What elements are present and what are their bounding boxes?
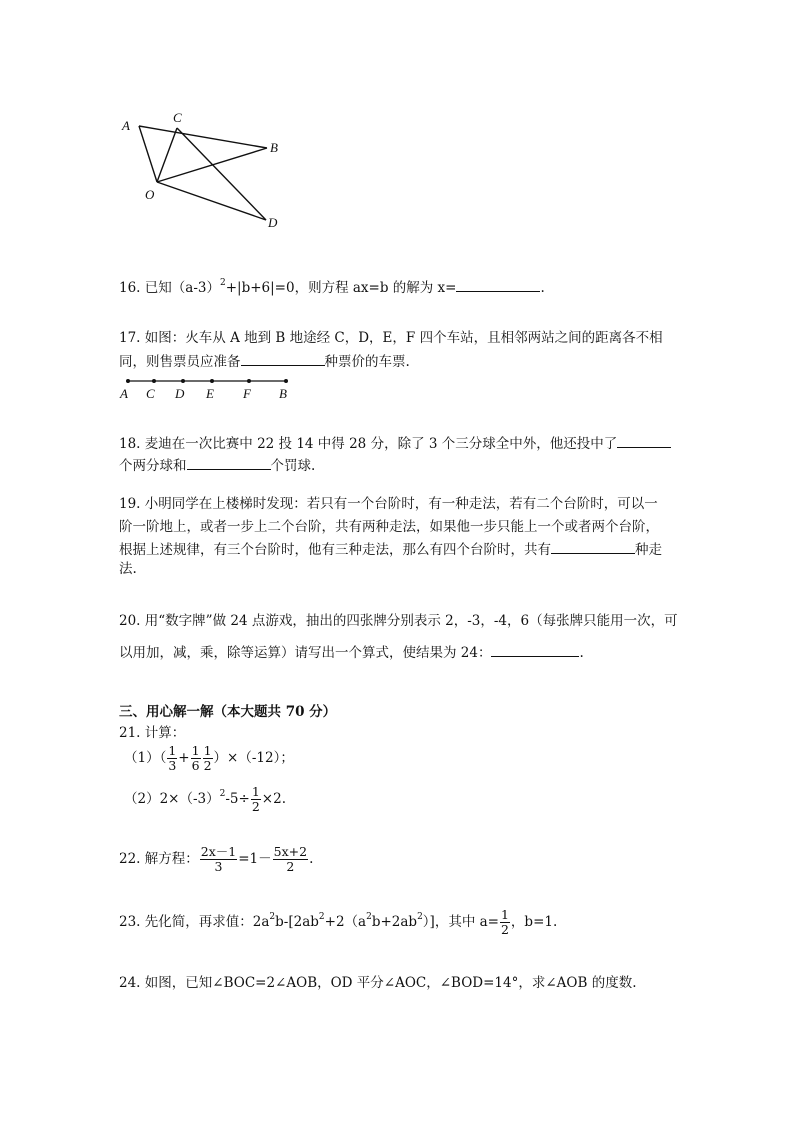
segment-OC (157, 128, 177, 182)
question-number: 22. (119, 851, 141, 867)
segment-AB (139, 126, 267, 148)
label-C: C (173, 110, 182, 125)
fraction: $\frac{1}{2}$ (500, 907, 509, 937)
question-19: 19. 小明同学在上楼梯时发现：若只有一个台阶时，有一种走法，若有二个台阶时，可以一 (119, 496, 658, 512)
fraction: $\frac{1}{2}$ (203, 743, 212, 773)
fraction: $\frac{1}{3}$ (168, 743, 177, 773)
geometry-figure (115, 105, 300, 235)
question-24: 24. 如图，已知∠BOC=2∠AOB，OD 平分∠AOC，∠BOD=14°，求∠AOB 的度数. (119, 975, 637, 991)
question-number: 17. (119, 330, 141, 346)
question-17-line2: 同，则售票员应准备 种票价的车票. (119, 350, 410, 370)
answer-blank (241, 351, 325, 366)
question-number: 23. (119, 914, 141, 930)
question-number: 21. (119, 725, 141, 741)
question-18-line2: 个两分球和 个罚球. (119, 454, 315, 474)
station-C: C (146, 386, 155, 401)
question-19-line2: 阶一阶地上，或者一步上二个台阶，共有两种走法，如果他一步只能上一个或者两个台阶， (119, 519, 659, 535)
question-20-line2: 以用加，减，乘，除等运算）请写出一个算式，使结果为 24： . (119, 641, 584, 661)
question-20: 20. 用“数字牌”做 24 点游戏，抽出的四张牌分别表示 2，-3，-4，6（每张牌只能用一次，可 (119, 613, 678, 629)
question-number: 19. (119, 496, 141, 512)
station-B: B (279, 386, 287, 401)
segment-OB (157, 148, 267, 182)
fraction: $\frac{1}{6}$ (191, 743, 200, 773)
station-line-figure (115, 374, 300, 404)
label-A: A (122, 118, 130, 133)
answer-blank (617, 433, 671, 448)
question-16: 16. 已知$(a-3)^2+|b+6|=0$，则方程 ax=b 的解为 x= . (119, 277, 545, 296)
label-O: O (145, 187, 155, 202)
question-17: 17. 如图：火车从 A 地到 B 地途经 C，D，E，F 四个车站，且相邻两站之间的距离各不相 (119, 330, 663, 346)
fraction: $\frac{2x-1}{3}$ (200, 844, 237, 874)
answer-blank (551, 539, 635, 554)
question-number: 24. (119, 975, 141, 991)
question-19-line3: 根据上述规律，有三个台阶时，他有三种走法，那么有四个台阶时，共有 种走 (119, 538, 662, 558)
question-21-part1: （1）（ $\frac{1}{3}$ + $\frac{1}{6}$ $\frac{1}{2}$ ）×（-12）； (124, 743, 294, 773)
segment-AO (139, 126, 157, 182)
station-A: A (120, 386, 128, 401)
question-23: 23. 先化简，再求值：$2a^2b-[2ab^2+2(a^2b+2ab^2)]$，其中 a= $\frac{1}{2}$ ，b=1. (119, 907, 558, 937)
answer-blank (187, 455, 271, 470)
question-number: 20. (119, 613, 141, 629)
question-21-part2: $(2)2\times(-3)^2-5\div$ $\frac{1}{2}$ ×2. (124, 784, 286, 814)
station-E: E (206, 386, 214, 401)
question-18: 18. 麦迪在一次比赛中 22 投 14 中得 28 分，除了 3 个三分球全中外，他还投中了 (119, 432, 671, 452)
answer-blank (456, 277, 540, 292)
question-21: 21. 计算： (119, 725, 186, 741)
question-number: 18. (119, 436, 141, 452)
fraction: $\frac{1}{2}$ (251, 784, 260, 814)
label-B: B (270, 140, 278, 155)
label-D: D (268, 215, 278, 230)
section-heading: 三、用心解一解（本大题共 70 分） (119, 704, 337, 720)
question-22: 22. 解方程： $\frac{2x-1}{3}$ =1－ $\frac{5x+2}{2}$ . (119, 844, 314, 874)
fraction: $\frac{5x+2}{2}$ (273, 844, 308, 874)
segment-CD (177, 128, 266, 220)
question-number: 16. (119, 280, 141, 296)
answer-blank (491, 642, 579, 657)
segment-OD (157, 182, 266, 220)
station-F: F (243, 386, 251, 401)
station-D: D (175, 386, 185, 401)
question-19-line4: 法. (119, 561, 137, 577)
